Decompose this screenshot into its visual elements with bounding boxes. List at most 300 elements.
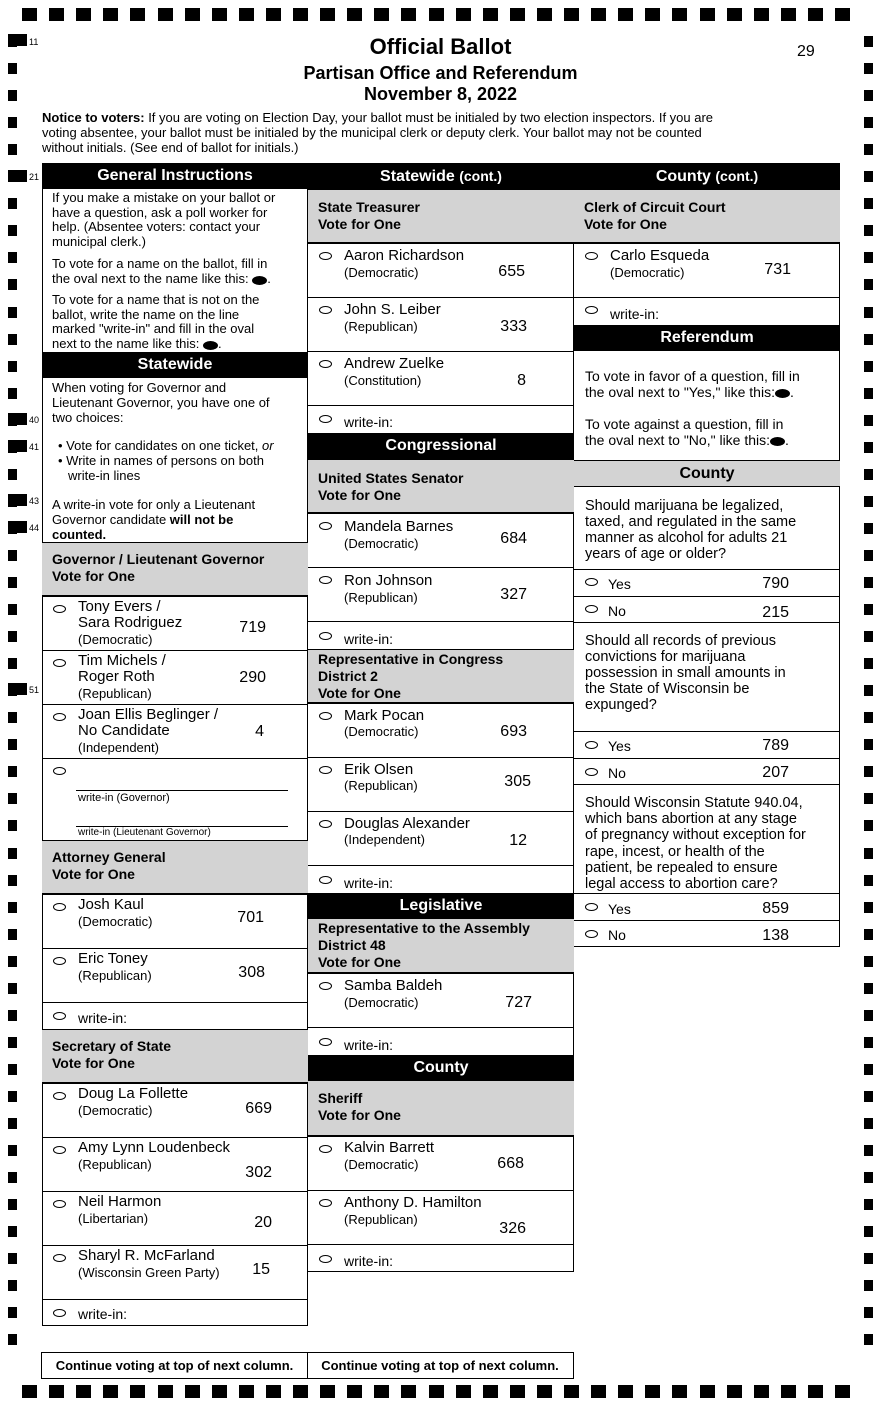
- vote-count: 668: [497, 1155, 524, 1172]
- general-instructions-header: General Instructions: [42, 163, 308, 189]
- writein-row[interactable]: write-in (Governor) write-in (Lieutenant Governor): [42, 758, 308, 840]
- timing-mark: [320, 8, 335, 21]
- timing-mark: [212, 1385, 227, 1398]
- timing-mark: [8, 739, 17, 750]
- vote-oval[interactable]: [319, 522, 332, 530]
- candidate-row[interactable]: Doug La Follette (Democratic) 669: [42, 1083, 308, 1137]
- vote-oval[interactable]: [53, 767, 66, 775]
- vote-count: 731: [764, 261, 791, 278]
- timing-mark: [864, 171, 873, 182]
- writein-row[interactable]: write-in:: [308, 1244, 574, 1272]
- timing-mark: [8, 494, 27, 506]
- timing-mark: [864, 739, 873, 750]
- timing-mark: [864, 1334, 873, 1345]
- vote-oval[interactable]: [319, 1145, 332, 1153]
- filled-oval-icon: [203, 341, 218, 350]
- candidate-row[interactable]: Josh Kaul (Democratic) 701: [42, 894, 308, 948]
- timing-mark: [185, 1385, 200, 1398]
- timing-mark: [293, 8, 308, 21]
- timing-mark: [8, 604, 17, 615]
- candidate-row[interactable]: Ron Johnson (Republican) 327: [308, 567, 574, 621]
- timing-mark: [401, 8, 416, 21]
- candidate-row[interactable]: Amy Lynn Loudenbeck (Republican) 302: [42, 1137, 308, 1191]
- timing-mark: [401, 1385, 416, 1398]
- timing-mark: [8, 1145, 17, 1156]
- candidate-row[interactable]: Douglas Alexander (Independent) 12: [308, 811, 574, 865]
- vote-oval[interactable]: [319, 252, 332, 260]
- timing-mark: [8, 361, 17, 372]
- timing-mark: [727, 8, 742, 21]
- timing-mark: [130, 8, 145, 21]
- question-marijuana-legalization: Should marijuana be legalized, taxed, and regulated in the same manner as alcohol for adults 21 years of age or older?: [585, 498, 797, 562]
- timing-mark: [49, 8, 64, 21]
- filled-oval-icon: [770, 437, 785, 446]
- candidate-row[interactable]: Andrew Zuelke (Constitution) 8: [308, 351, 574, 405]
- vote-count: 790: [762, 575, 789, 592]
- timing-mark: [158, 1385, 173, 1398]
- writein-row[interactable]: write-in:: [42, 1002, 308, 1029]
- yes-option[interactable]: Yes 789: [574, 731, 840, 758]
- timing-mark: [864, 361, 873, 372]
- timing-mark: [645, 8, 660, 21]
- ballot-title: Official Ballot: [369, 34, 512, 59]
- vote-oval[interactable]: [53, 713, 66, 721]
- vote-count: 138: [762, 927, 789, 944]
- vote-oval[interactable]: [585, 903, 598, 911]
- timing-mark: [8, 413, 27, 425]
- vote-count: 290: [239, 669, 266, 686]
- timing-mark: [8, 550, 17, 561]
- timing-mark: [864, 1037, 873, 1048]
- vote-count: 326: [499, 1220, 526, 1237]
- timing-mark: [864, 415, 873, 426]
- timing-mark: [8, 820, 17, 831]
- question-marijuana-expungement: Should all records of previous convictions for marijuana possession in small amounts in the State of Wisconsin be expunged?: [585, 633, 786, 713]
- governor-contest-header: Governor / Lieutenant Governor Vote for One: [42, 542, 308, 596]
- vote-count: 207: [762, 764, 789, 781]
- secretary-of-state-contest-header: Secretary of State Vote for One: [42, 1029, 308, 1083]
- timing-mark: [564, 1385, 579, 1398]
- timing-mark: [591, 8, 606, 21]
- page-number: 29: [797, 43, 815, 60]
- timing-mark: [864, 604, 873, 615]
- candidate-row[interactable]: Anthony D. Hamilton (Republican) 326: [308, 1190, 574, 1244]
- timing-mark: [76, 8, 91, 21]
- timing-mark: [781, 8, 796, 21]
- candidate-row[interactable]: Joan Ellis Beglinger / No Candidate (Independent) 4: [42, 704, 308, 758]
- timing-mark: [8, 1334, 17, 1345]
- vote-count: 333: [500, 318, 527, 335]
- candidate-row[interactable]: Tim Michels / Roger Roth (Republican) 290: [42, 650, 308, 704]
- timing-mark: [103, 1385, 118, 1398]
- timing-mark: [8, 631, 17, 642]
- vote-count: 327: [500, 586, 527, 603]
- timing-mark: [700, 1385, 715, 1398]
- timing-mark: [8, 1226, 17, 1237]
- timing-mark: [8, 848, 17, 859]
- vote-oval[interactable]: [53, 1200, 66, 1208]
- timing-mark: [158, 8, 173, 21]
- timing-mark: [266, 1385, 281, 1398]
- vote-count: 4: [255, 723, 264, 740]
- vote-count: 684: [500, 530, 527, 547]
- timing-mark: [864, 1307, 873, 1318]
- candidate-row[interactable]: Aaron Richardson (Democratic) 655: [308, 243, 574, 297]
- timing-mark: [239, 1385, 254, 1398]
- yes-option[interactable]: Yes 790: [574, 569, 840, 596]
- notice-label: Notice to voters:: [42, 110, 145, 125]
- timing-mark: [727, 1385, 742, 1398]
- timing-mark: [8, 793, 17, 804]
- candidate-row[interactable]: Samba Baldeh (Democratic) 727: [308, 973, 574, 1027]
- vote-oval[interactable]: [53, 1012, 66, 1020]
- us-senator-contest-header: United States Senator Vote for One: [308, 459, 574, 513]
- vote-oval[interactable]: [53, 1146, 66, 1154]
- representative-in-congress-contest-header: Representative in Congress District 2 Vote for One: [308, 649, 574, 703]
- vote-count: 693: [500, 723, 527, 740]
- vote-count: 669: [245, 1100, 272, 1117]
- candidate-row[interactable]: Neil Harmon (Libertarian) 20: [42, 1191, 308, 1245]
- sheriff-contest-header: Sheriff Vote for One: [308, 1081, 574, 1136]
- timing-mark: [456, 8, 471, 21]
- vote-count: 727: [505, 994, 532, 1011]
- timing-mark: [8, 170, 27, 182]
- timing-mark: [8, 875, 17, 886]
- candidate-row[interactable]: Kalvin Barrett (Democratic) 668: [308, 1136, 574, 1190]
- timing-mark: [510, 8, 525, 21]
- timing-mark: [754, 8, 769, 21]
- timing-mark: [864, 848, 873, 859]
- timing-mark: [483, 1385, 498, 1398]
- vote-oval[interactable]: [319, 576, 332, 584]
- timing-mark: [864, 902, 873, 913]
- vote-oval[interactable]: [319, 820, 332, 828]
- vote-oval[interactable]: [585, 306, 598, 314]
- timing-mark: [864, 1172, 873, 1183]
- vote-oval[interactable]: [585, 252, 598, 260]
- candidate-row[interactable]: Tony Evers / Sara Rodriguez (Democratic) 719: [42, 596, 308, 650]
- vote-oval[interactable]: [319, 1255, 332, 1263]
- timing-label: 43: [29, 496, 40, 506]
- timing-mark: [8, 1253, 17, 1264]
- congressional-header: Congressional: [308, 433, 574, 459]
- writein-row[interactable]: write-in:: [308, 1027, 574, 1055]
- timing-mark: [8, 334, 17, 345]
- question-abortion-statute: Should Wisconsin Statute 940.04, which bans abortion at any stage of pregnancy without exception for rape, incest, or health of the patient, be repealed to ensure legal access to abortion care?: [585, 795, 806, 893]
- candidate-row[interactable]: Mandela Barnes (Democratic) 684: [308, 513, 574, 567]
- vote-oval[interactable]: [319, 306, 332, 314]
- candidate-row[interactable]: Mark Pocan (Democratic) 693: [308, 703, 574, 757]
- instructions-vote: To vote for a name on the ballot, fill in the oval next to the name like this: .: [52, 256, 271, 286]
- vote-count: 305: [504, 773, 531, 790]
- timing-mark: [8, 683, 27, 695]
- vote-oval[interactable]: [585, 930, 598, 938]
- timing-mark: [8, 1037, 17, 1048]
- vote-oval[interactable]: [319, 1038, 332, 1046]
- timing-mark: [8, 983, 17, 994]
- timing-mark: [781, 1385, 796, 1398]
- attorney-general-contest-header: Attorney General Vote for One: [42, 840, 308, 894]
- vote-oval[interactable]: [319, 876, 332, 884]
- timing-mark: [864, 1253, 873, 1264]
- vote-oval[interactable]: [585, 605, 598, 613]
- timing-mark: [8, 307, 17, 318]
- yes-option[interactable]: Yes 859: [574, 893, 840, 920]
- instructions-mistake: If you make a mistake on your ballot or have a question, ask a poll worker for help. (Absentee voters: contact your municipal clerk.): [52, 190, 276, 249]
- timing-mark: [76, 1385, 91, 1398]
- timing-mark: [864, 442, 873, 453]
- timing-mark: [8, 712, 17, 723]
- continue-note: Continue voting at top of next column.: [41, 1352, 308, 1379]
- filled-oval-icon: [252, 276, 267, 285]
- writein-row[interactable]: write-in:: [574, 297, 840, 325]
- timing-mark: [185, 8, 200, 21]
- county-referendum-subheader: County: [574, 460, 840, 487]
- timing-mark: [754, 1385, 769, 1398]
- candidate-row[interactable]: John S. Leiber (Republican) 333: [308, 297, 574, 351]
- timing-mark: [645, 1385, 660, 1398]
- timing-mark: [8, 225, 17, 236]
- timing-label: 11: [29, 37, 39, 47]
- timing-mark: [864, 1226, 873, 1237]
- vote-count: 302: [245, 1164, 272, 1181]
- timing-mark: [8, 1118, 17, 1129]
- timing-mark: [564, 8, 579, 21]
- timing-mark: [864, 658, 873, 669]
- timing-mark: [864, 1280, 873, 1291]
- timing-mark: [864, 252, 873, 263]
- vote-count: 719: [239, 619, 266, 636]
- timing-mark: [808, 8, 823, 21]
- vote-count: 859: [762, 900, 789, 917]
- notice-text: without initials. (See end of ballot for initials.): [42, 140, 299, 155]
- vote-oval[interactable]: [53, 1309, 66, 1317]
- timing-mark: [8, 469, 17, 480]
- timing-mark: [212, 8, 227, 21]
- vote-oval[interactable]: [319, 712, 332, 720]
- timing-mark: [864, 523, 873, 534]
- statewide-instructions: When voting for Governor and Lieutenant Governor, you have one of two choices:: [52, 380, 270, 425]
- vote-oval[interactable]: [319, 1199, 332, 1207]
- timing-mark: [864, 793, 873, 804]
- timing-mark: [8, 956, 17, 967]
- vote-oval[interactable]: [53, 903, 66, 911]
- vote-count: 308: [238, 964, 265, 981]
- timing-mark: [864, 117, 873, 128]
- timing-mark: [864, 225, 873, 236]
- referendum-yes-instructions: To vote in favor of a question, fill in the oval next to "Yes," like this: .: [585, 368, 800, 400]
- timing-mark: [293, 1385, 308, 1398]
- referendum-header: Referendum: [574, 325, 840, 351]
- timing-mark: [864, 875, 873, 886]
- timing-mark: [22, 1385, 37, 1398]
- vote-oval[interactable]: [53, 957, 66, 965]
- timing-mark: [8, 388, 17, 399]
- no-option[interactable]: No 207: [574, 758, 840, 785]
- vote-count: 789: [762, 737, 789, 754]
- vote-oval[interactable]: [53, 1254, 66, 1262]
- timing-mark: [8, 144, 17, 155]
- vote-oval[interactable]: [319, 766, 332, 774]
- candidate-row[interactable]: Sharyl R. McFarland (Wisconsin Green Party) 15: [42, 1245, 308, 1299]
- timing-mark: [8, 1280, 17, 1291]
- timing-mark: [864, 198, 873, 209]
- timing-mark: [8, 902, 17, 913]
- timing-mark: [8, 440, 27, 452]
- timing-label: 41: [29, 442, 40, 452]
- timing-mark: [347, 8, 362, 21]
- election-date: November 8, 2022: [363, 84, 518, 104]
- timing-mark: [239, 8, 254, 21]
- timing-mark: [864, 1091, 873, 1102]
- vote-oval[interactable]: [585, 578, 598, 586]
- timing-mark: [672, 8, 687, 21]
- timing-mark: [864, 685, 873, 696]
- vote-count: 701: [237, 909, 264, 926]
- timing-mark: [130, 1385, 145, 1398]
- no-option[interactable]: No 215: [574, 596, 840, 623]
- timing-mark: [864, 279, 873, 290]
- timing-mark: [320, 1385, 335, 1398]
- timing-mark: [8, 1307, 17, 1318]
- county-cont-header: County (cont.): [574, 163, 840, 189]
- timing-mark: [347, 1385, 362, 1398]
- timing-mark: [266, 8, 281, 21]
- voter-notice: [42, 110, 842, 155]
- timing-mark: [8, 1091, 17, 1102]
- timing-mark: [864, 1145, 873, 1156]
- timing-mark: [864, 334, 873, 345]
- timing-mark: [864, 820, 873, 831]
- vote-oval[interactable]: [585, 768, 598, 776]
- timing-label: 21: [29, 172, 40, 182]
- writein-row[interactable]: write-in:: [308, 865, 574, 893]
- instructions-writein: To vote for a name that is not on the ballot, write the name on the line marked "write-in" and fill in the oval next to the name like this: .: [52, 292, 260, 351]
- writein-row[interactable]: write-in:: [42, 1299, 308, 1326]
- vote-oval[interactable]: [585, 741, 598, 749]
- timing-mark: [618, 8, 633, 21]
- vote-count: 20: [254, 1214, 272, 1231]
- timing-mark: [8, 117, 17, 128]
- vote-oval[interactable]: [319, 982, 332, 990]
- timing-mark: [618, 1385, 633, 1398]
- ballot-subtitle: Partisan Office and Referendum: [303, 63, 578, 83]
- notice-text: If you are voting on Election Day, your ballot must be initialed by two election inspectors. If you are: [144, 110, 714, 125]
- timing-mark: [864, 1199, 873, 1210]
- candidate-row[interactable]: Erik Olsen (Republican) 305: [308, 757, 574, 811]
- timing-mark: [49, 1385, 64, 1398]
- timing-mark: [537, 8, 552, 21]
- timing-mark: [8, 577, 17, 588]
- vote-count: 215: [762, 604, 789, 621]
- timing-mark: [8, 766, 17, 777]
- timing-mark: [864, 631, 873, 642]
- timing-mark: [8, 1172, 17, 1183]
- vote-oval[interactable]: [319, 415, 332, 423]
- timing-mark: [864, 144, 873, 155]
- timing-mark: [8, 252, 17, 263]
- county-header: County: [308, 1055, 574, 1081]
- timing-mark: [483, 8, 498, 21]
- timing-mark: [864, 956, 873, 967]
- timing-label: 44: [29, 523, 40, 533]
- no-option[interactable]: No 138: [574, 920, 840, 947]
- timing-mark: [510, 1385, 525, 1398]
- timing-mark: [22, 8, 37, 21]
- timing-mark: [808, 1385, 823, 1398]
- timing-mark: [8, 1064, 17, 1075]
- timing-mark: [429, 8, 444, 21]
- continue-note: Continue voting at top of next column.: [307, 1352, 574, 1379]
- timing-mark: [537, 1385, 552, 1398]
- statewide-choices: • Vote for candidates on one ticket, or • Write in names of persons on both write-in lines: [58, 438, 274, 483]
- timing-mark: [700, 8, 715, 21]
- timing-mark: [591, 1385, 606, 1398]
- assembly-contest-header: Representative to the Assembly District 48 Vote for One: [308, 919, 574, 973]
- legislative-header: Legislative: [308, 893, 574, 919]
- timing-mark: [8, 658, 17, 669]
- timing-mark: [8, 929, 17, 940]
- timing-mark: [864, 712, 873, 723]
- timing-mark: [864, 550, 873, 561]
- vote-oval[interactable]: [53, 1092, 66, 1100]
- timing-mark: [835, 8, 850, 21]
- timing-mark: [864, 929, 873, 940]
- timing-mark: [864, 983, 873, 994]
- vote-oval[interactable]: [53, 605, 66, 613]
- candidate-row[interactable]: Eric Toney (Republican) 308: [42, 948, 308, 1002]
- timing-mark: [374, 8, 389, 21]
- timing-mark: [8, 1010, 17, 1021]
- writein-row[interactable]: write-in:: [308, 405, 574, 433]
- vote-count: 12: [509, 832, 527, 849]
- state-treasurer-contest-header: State Treasurer Vote for One: [308, 189, 574, 243]
- candidate-row[interactable]: Carlo Esqueda (Democratic) 731: [574, 243, 840, 297]
- timing-mark: [456, 1385, 471, 1398]
- writein-line[interactable]: [76, 790, 288, 791]
- vote-count: 15: [252, 1261, 270, 1278]
- vote-oval[interactable]: [53, 659, 66, 667]
- notice-text: voting absentee, your ballot must be initialed by the municipal clerk or deputy clerk. Your ballot may not be counted: [42, 125, 702, 140]
- filled-oval-icon: [775, 389, 790, 398]
- vote-oval[interactable]: [319, 632, 332, 640]
- timing-mark: [672, 1385, 687, 1398]
- referendum-no-instructions: To vote against a question, fill in the oval next to "No," like this: .: [585, 416, 789, 448]
- timing-mark: [8, 198, 17, 209]
- timing-mark: [8, 1199, 17, 1210]
- writein-row[interactable]: write-in:: [308, 621, 574, 649]
- clerk-of-circuit-court-contest-header: Clerk of Circuit Court Vote for One: [574, 189, 840, 243]
- timing-mark: [103, 8, 118, 21]
- timing-mark: [864, 469, 873, 480]
- timing-mark: [8, 521, 27, 533]
- writein-warning: A write-in vote for only a Lieutenant Governor candidate will not be counted.: [52, 497, 256, 542]
- timing-mark: [864, 496, 873, 507]
- timing-mark: [864, 577, 873, 588]
- timing-mark: [864, 1118, 873, 1129]
- timing-mark: [835, 1385, 850, 1398]
- vote-oval[interactable]: [319, 360, 332, 368]
- timing-mark: [374, 1385, 389, 1398]
- statewide-cont-header: Statewide (cont.): [308, 163, 574, 189]
- timing-label: 40: [29, 415, 40, 425]
- vote-count: 8: [517, 372, 526, 389]
- timing-mark: [864, 1010, 873, 1021]
- timing-mark: [864, 766, 873, 777]
- vote-count: 655: [498, 263, 525, 280]
- timing-mark: [8, 279, 17, 290]
- timing-mark: [864, 307, 873, 318]
